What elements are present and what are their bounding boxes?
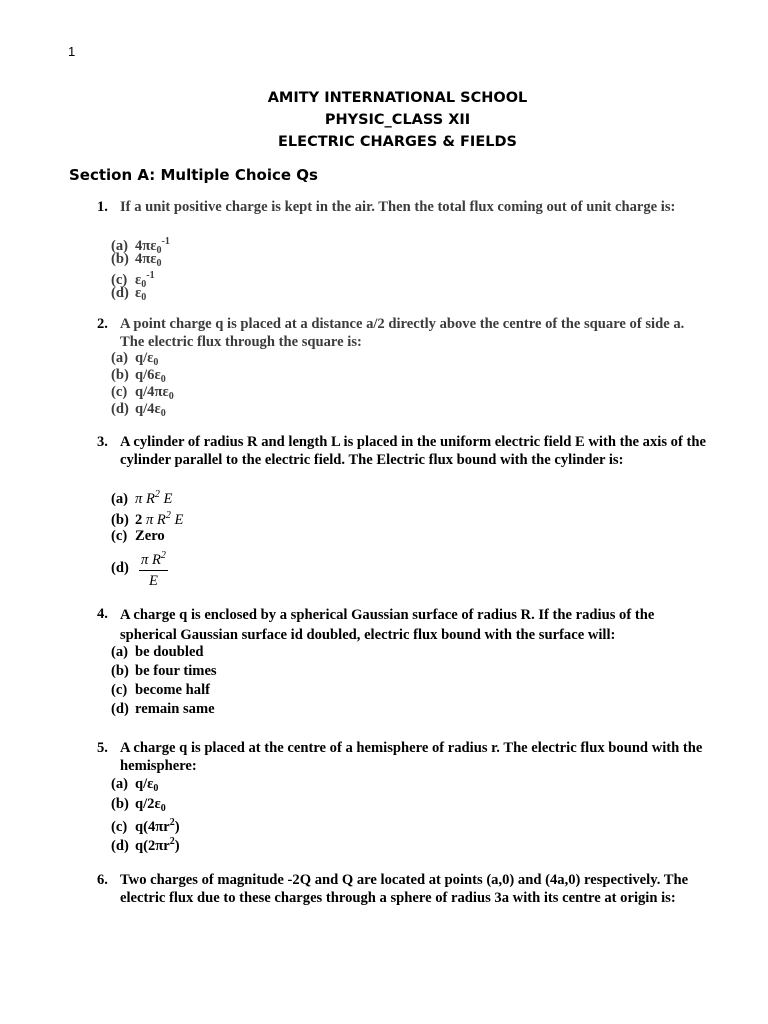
option-b: [111, 662, 217, 680]
question-number: 3.: [97, 434, 108, 450]
option-c: [111, 527, 165, 545]
option-expr-post: ): [174, 819, 180, 835]
option-label: (a): [111, 491, 129, 507]
option-label: (c): [111, 272, 128, 288]
option-base: q/ε: [135, 776, 154, 792]
question-text: A cylinder of radius R and length L is placed in the uniform electric field E with the axis of the cylinder parallel to the electric field. The Electric flux bound with the cylinder is:: [120, 434, 706, 468]
option-expr-post: ): [174, 838, 180, 854]
option-sup: 2: [165, 510, 171, 521]
option-label: (d): [111, 701, 129, 717]
option-sub: 0: [153, 783, 159, 794]
option-base: 4πε: [135, 238, 157, 254]
option-label: (d): [111, 559, 129, 576]
option-label: (b): [111, 663, 129, 679]
option-label: (d): [111, 401, 129, 417]
option-sup: 2: [154, 489, 160, 500]
option-d: [111, 284, 146, 307]
option-text: remain same: [135, 701, 215, 717]
option-expr-post: E: [170, 512, 184, 528]
option-coef: 2: [135, 512, 143, 528]
option-text: be four times: [135, 663, 217, 679]
section-title: Section A: Multiple Choice Qs: [69, 166, 318, 184]
option-base: ε: [135, 285, 142, 301]
question-number: 6.: [97, 872, 108, 888]
option-base: 4πε: [135, 251, 157, 267]
option-sup: -1: [146, 270, 155, 281]
option-sub: 0: [153, 357, 159, 368]
option-label: (b): [111, 251, 129, 267]
class-title: PHYSIC_CLASS XII: [324, 112, 471, 128]
option-expr: π R: [135, 491, 155, 507]
option-expr-post: E: [159, 491, 173, 507]
page-number: 1: [68, 44, 76, 59]
option-text: become half: [135, 682, 210, 698]
option-sub: 0: [156, 258, 162, 269]
option-label: (a): [111, 644, 129, 660]
option-base: q/4πε: [135, 384, 169, 400]
option-sub: 0: [160, 408, 166, 419]
option-sup: 2: [169, 817, 175, 828]
option-a: [111, 643, 204, 661]
option-base: q/ε: [135, 350, 154, 366]
option-label: (b): [111, 796, 129, 812]
question-3: [97, 433, 707, 589]
option-sub: 0: [160, 803, 166, 814]
option-label: (d): [111, 285, 129, 301]
numerator-sup: 2: [160, 550, 166, 561]
question-number: 4.: [97, 606, 108, 622]
option-label: (a): [111, 776, 129, 792]
option-sup: 2: [169, 836, 175, 847]
option-sub: 0: [156, 245, 162, 256]
topic-title: ELECTRIC CHARGES & FIELDS: [278, 134, 517, 150]
option-label: (b): [111, 367, 129, 383]
option-base: ε: [135, 272, 142, 288]
option-label: (c): [111, 528, 128, 544]
option-expr: π R: [142, 512, 166, 528]
fraction-numerator: [139, 547, 168, 571]
question-number: 5.: [97, 740, 108, 756]
option-d: [111, 547, 168, 590]
question-4: [97, 605, 707, 717]
option-label: (a): [111, 238, 129, 254]
option-label: (d): [111, 838, 129, 854]
question-text: A charge q is placed at the centre of a hemisphere of radius r. The electric flux bound with the hemisphere:: [120, 740, 703, 774]
option-sub: 0: [141, 279, 147, 290]
option-base: q/6ε: [135, 367, 161, 383]
option-text: be doubled: [135, 644, 204, 660]
option-b: [111, 507, 183, 529]
option-expr: q(2πr: [135, 838, 170, 854]
option-sub: 0: [168, 391, 174, 402]
option-label: (c): [111, 384, 128, 400]
question-text: A charge q is enclosed by a spherical Gaussian surface of radius R. If the radius of the spherical Gaussian surface id doubled, electric flux bound with the surface will:: [120, 607, 655, 643]
option-d: [111, 400, 166, 423]
option-base: q/4ε: [135, 401, 161, 417]
option-d: [111, 700, 215, 718]
option-sub: 0: [141, 292, 147, 303]
question-number: 1.: [97, 199, 108, 215]
question-text: Two charges of magnitude -2Q and Q are located at points (a,0) and (4a,0) respectively. The electric flux due to these charges through a sphere of radius 3a with its centre at origin is:: [120, 872, 689, 906]
option-a: [111, 486, 172, 508]
option-text: Zero: [135, 528, 165, 544]
option-base: q/2ε: [135, 796, 161, 812]
option-sub: 0: [160, 374, 166, 385]
option-sup: -1: [161, 236, 170, 247]
option-label: (a): [111, 350, 129, 366]
question-text: If a unit positive charge is kept in the air. Then the total flux coming out of unit charge is:: [120, 199, 676, 215]
option-label: (b): [111, 512, 129, 528]
option-c: [111, 681, 210, 699]
question-text: A point charge q is placed at a distance a/2 directly above the centre of the square of side a. The electric flux through the square is:: [120, 316, 685, 350]
option-expr: q(4πr: [135, 819, 170, 835]
option-label: (c): [111, 819, 128, 835]
option-label: (c): [111, 682, 128, 698]
school-name: AMITY INTERNATIONAL SCHOOL: [267, 90, 528, 106]
numerator-expr: π R: [141, 552, 161, 568]
option-d: [111, 833, 180, 855]
option-fraction: [139, 547, 168, 590]
question-number: 2.: [97, 316, 108, 332]
question-6: [97, 871, 707, 907]
fraction-denominator: E: [148, 573, 158, 589]
